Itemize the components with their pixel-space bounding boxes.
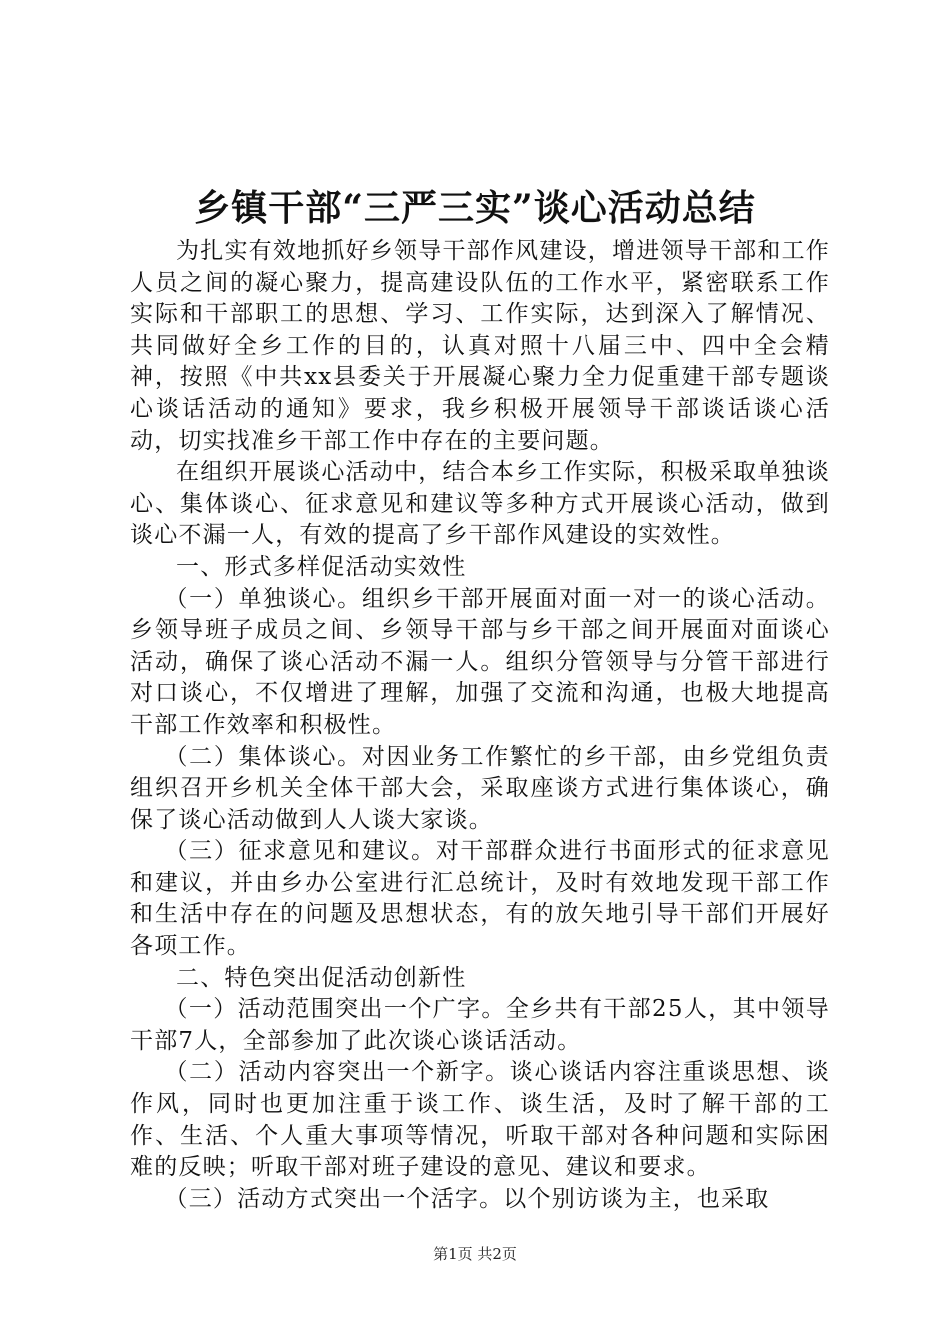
section-heading-1: 一、形式多样促活动实效性 [176,553,467,580]
document-title: 乡镇干部“三严三实”谈心活动总结 [194,187,756,229]
paragraph-content: （二）活动内容突出一个新字。谈心谈话内容注重谈思想、谈作风，同时也更加注重于谈工作、谈生活，及时了解干部的工作、生活、个人重大事项等情况，听取干部对各种问题和实际困难的反映；听取干部对班子建设的意见、建议和要求。 [130,1059,830,1181]
section-heading-2: 二、特色突出促活动创新性 [176,964,467,991]
paragraph-feedback: （三）征求意见和建议。对干部群众进行书面形式的征求意见和建议，并由乡办公室进行汇总统计，及时有效地发现干部工作和生活中存在的问题及思想状态，有的放矢地引导干部们开展好各项工作。 [130,838,830,960]
paragraph-individual-talk: （一）单独谈心。组织乡干部开展面对面一对一的谈心活动。乡领导班子成员之间、乡领导干部与乡干部之间开展面对面谈心活动，确保了谈心活动不漏一人。组织分管领导与分管干部进行对口谈心，不仅增进了理解，加强了交流和沟通，也极大地提高干部工作效率和积极性。 [130,585,830,738]
page-number-footer: 第1页 共2页 [433,1245,517,1263]
paragraph-scope: （一）活动范围突出一个广字。全乡共有干部25人，其中领导干部7人，全部参加了此次谈心谈话活动。 [130,996,830,1054]
paragraph-format: （三）活动方式突出一个活字。以个别访谈为主，也采取 [164,1185,770,1212]
paragraph-intro: 为扎实有效地抓好乡领导干部作风建设，增进领导干部和工作人员之间的凝心聚力，提高建设队伍的工作水平，紧密联系工作实际和干部职工的思想、学习、工作实际，达到深入了解情况、共同做好全乡工作的目的，认真对照十八届三中、四中全会精神，按照《中共xx县委关于开展凝心聚力全力促重建干部专题谈心谈话活动的通知》要求，我乡积极开展领导干部谈话谈心活动，切实找准乡干部工作中存在的主要问题。 [130,238,830,454]
document-body [130,236,830,1215]
paragraph-methods: 在组织开展谈心活动中，结合本乡工作实际，积极采取单独谈心、集体谈心、征求意见和建议等多种方式开展谈心活动，做到谈心不漏一人，有效的提高了乡干部作风建设的实效性。 [130,459,830,549]
paragraph-group-talk: （二）集体谈心。对因业务工作繁忙的乡干部，由乡党组负责组织召开乡机关全体干部大会，采取座谈方式进行集体谈心，确保了谈心活动做到人人谈大家谈。 [130,743,830,833]
